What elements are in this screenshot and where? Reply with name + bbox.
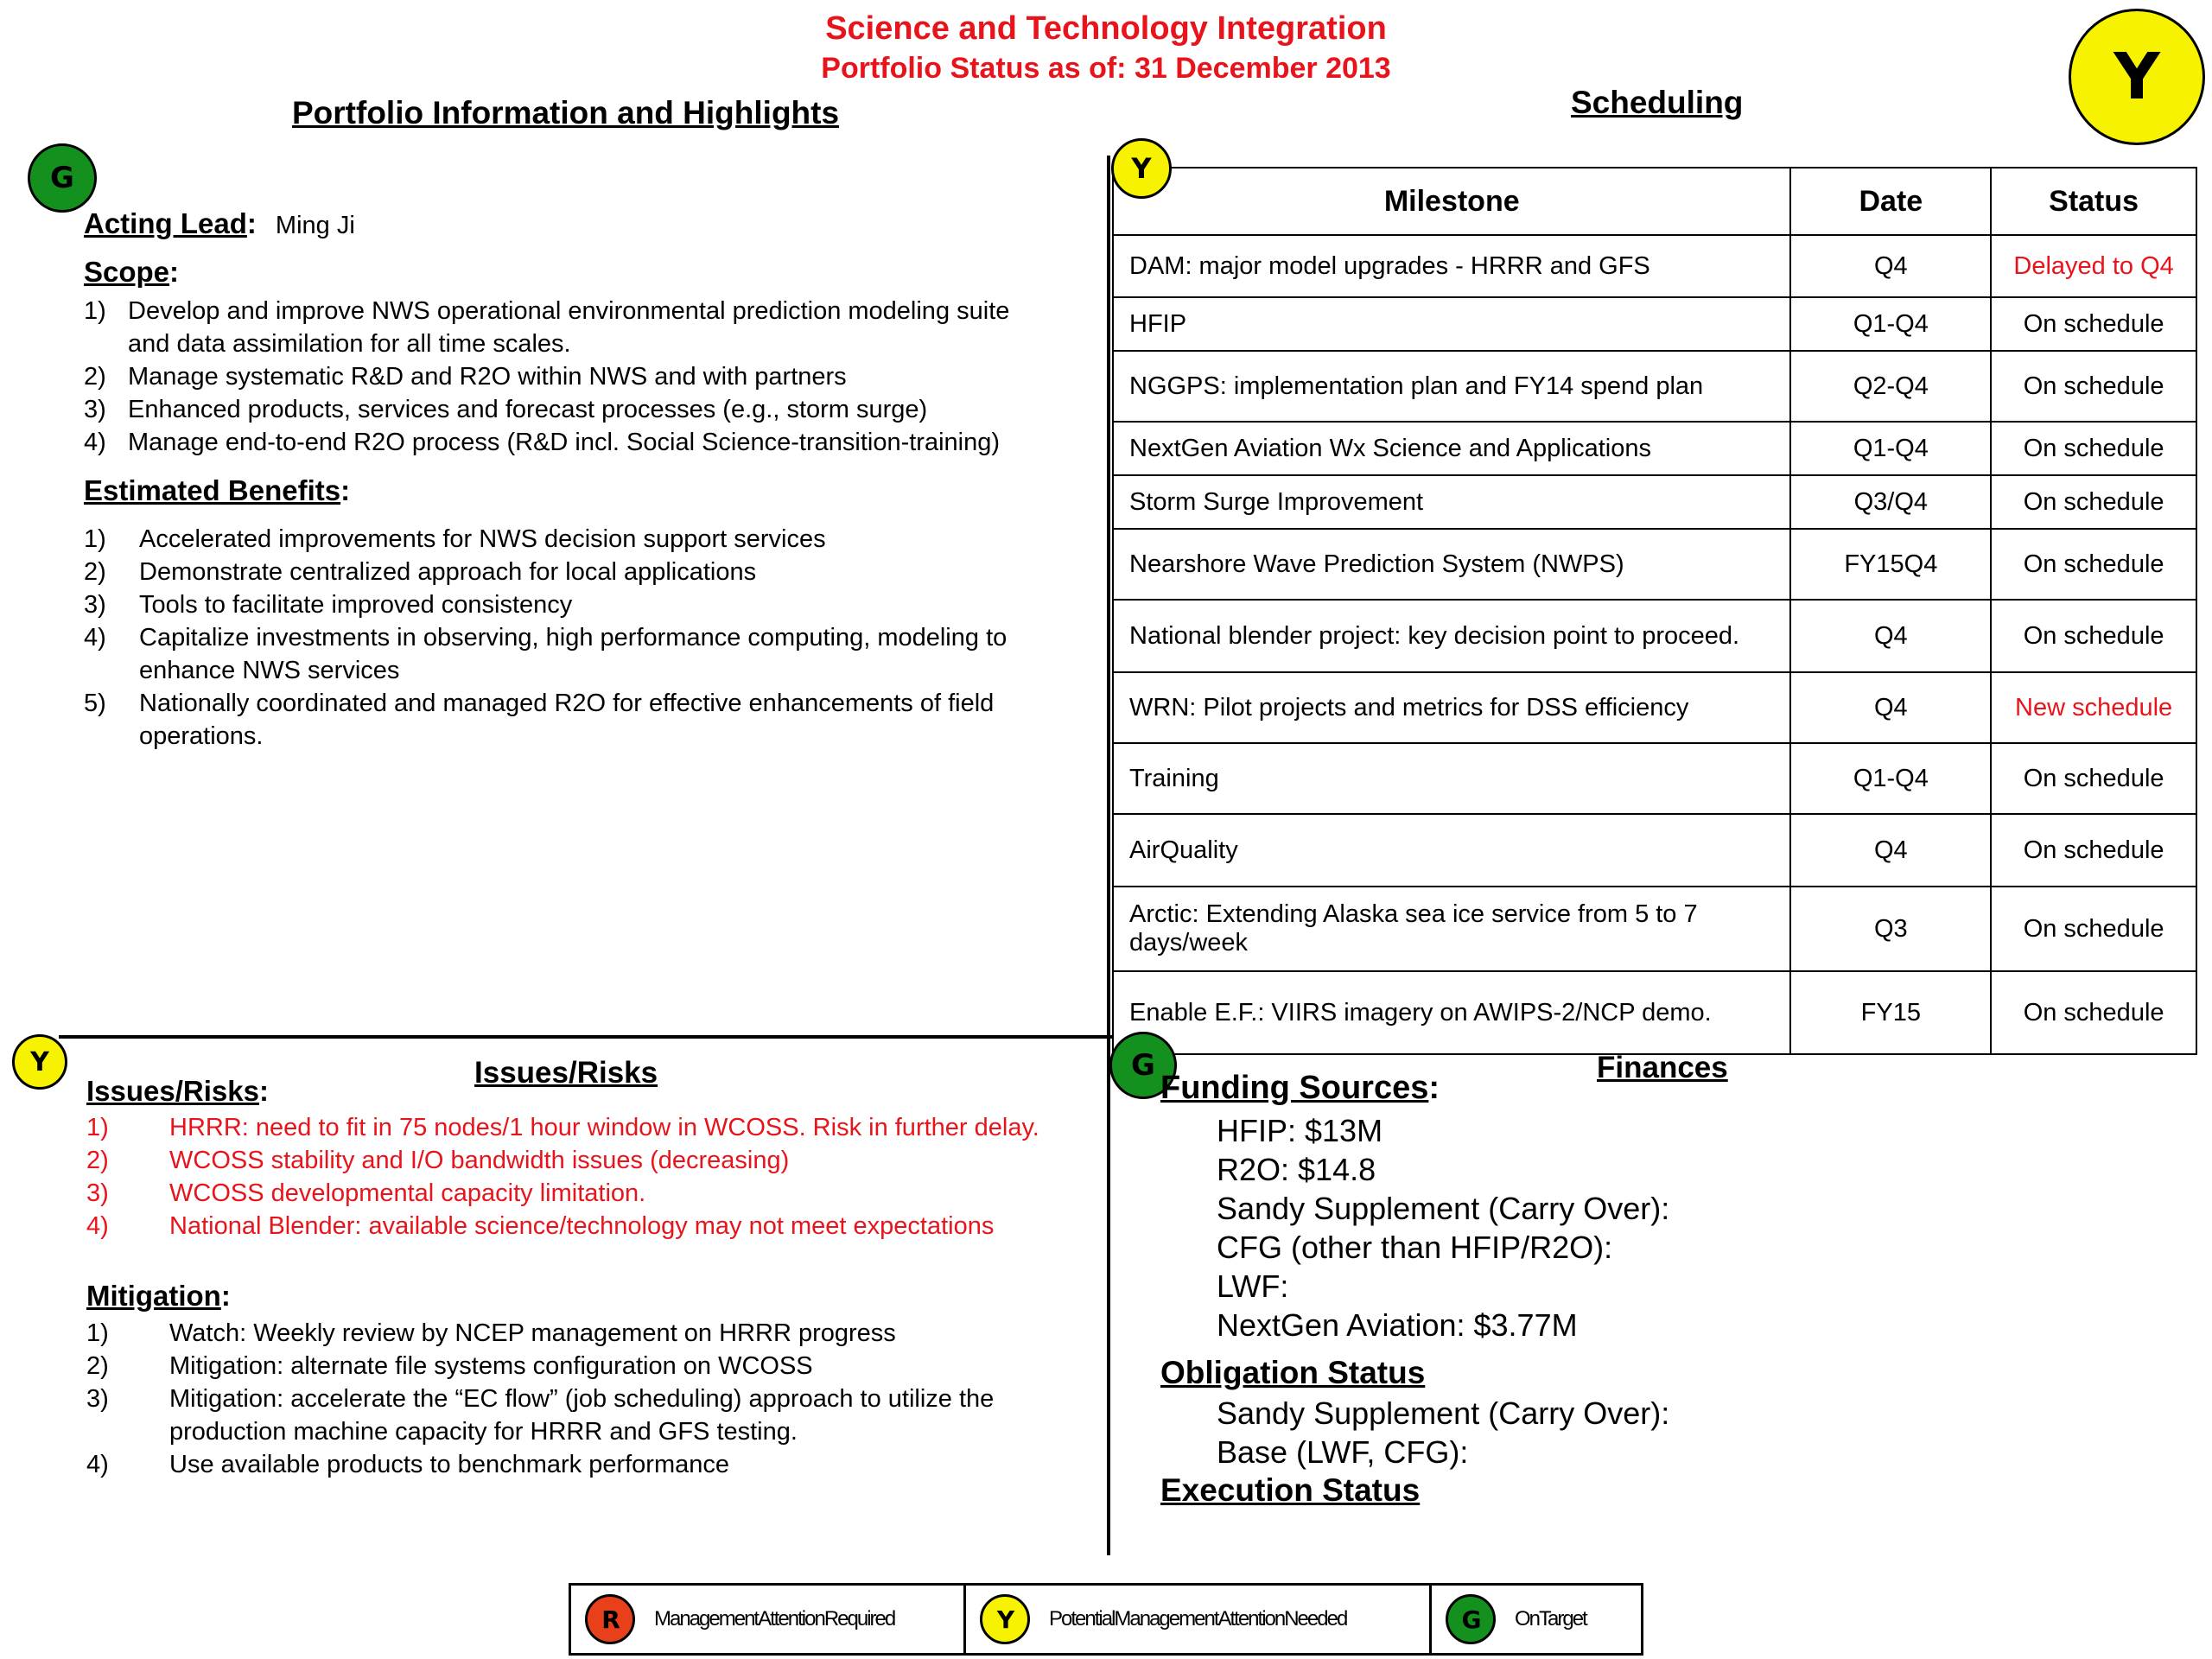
list-item: 2) WCOSS stability and I/O bandwidth issues (decreasing) <box>86 1147 790 1174</box>
list-item: 4) Capitalize investments in observing, high performance computing, modeling to enhance NWS services <box>84 624 1007 684</box>
milestone-cell: HFIP <box>1113 297 1790 351</box>
milestone-cell: AirQuality <box>1113 814 1790 887</box>
date-cell: Q2-Q4 <box>1790 351 1991 422</box>
status-cell: On schedule <box>1991 422 2196 475</box>
page-subtitle: Portfolio Status as of: 31 December 2013 <box>821 52 1391 85</box>
list-item: 2) Mitigation: alternate file systems configuration on WCOSS <box>86 1352 813 1380</box>
list-item: LWF: <box>1217 1268 1289 1304</box>
date-cell: Q1-Q4 <box>1790 297 1991 351</box>
list-item: Sandy Supplement (Carry Over): <box>1217 1395 1670 1431</box>
status-cell: On schedule <box>1991 743 2196 814</box>
milestone-cell: Arctic: Extending Alaska sea ice service from 5 to 7 days/week <box>1113 887 1790 971</box>
list-item: 3) Mitigation: accelerate the “EC flow” (job scheduling) approach to utilize the production machine capacity for HRRR and GFS testing. <box>86 1385 995 1446</box>
page-title: Science and Technology Integration <box>825 10 1387 47</box>
list-item: HFIP: $13M <box>1217 1113 1383 1148</box>
list-item: 3) WCOSS developmental capacity limitation. <box>86 1179 646 1207</box>
table-row <box>1113 297 2196 351</box>
date-cell: FY15Q4 <box>1790 529 1991 600</box>
list-item: NextGen Aviation: $3.77M <box>1217 1307 1578 1343</box>
issues-list <box>86 1111 1071 1243</box>
legend-label: ManagementAttentionRequired <box>654 1607 895 1630</box>
legend-badge-y: Y <box>980 1594 1030 1644</box>
legend-item-red <box>571 1586 966 1653</box>
funding-sources-label: Funding Sources: <box>1160 1070 1440 1106</box>
list-item: 3) Tools to facilitate improved consistency <box>84 591 573 619</box>
date-cell: Q4 <box>1790 600 1991 672</box>
status-cell: On schedule <box>1991 529 2196 600</box>
list-item: 1) HRRR: need to fit in 75 nodes/1 hour window in WCOSS. Risk in further delay. <box>86 1114 1039 1141</box>
list-item: 1) Watch: Weekly review by NCEP management on HRRR progress <box>86 1319 896 1347</box>
list-item: 4) National Blender: available science/technology may not meet expectations <box>86 1212 995 1240</box>
milestone-cell: WRN: Pilot projects and metrics for DSS efficiency <box>1113 672 1790 743</box>
date-cell: Q1-Q4 <box>1790 422 1991 475</box>
acting-lead: Acting Lead: Ming Ji <box>84 207 355 239</box>
column-header-milestone: Milestone <box>1113 168 1790 235</box>
date-cell: Q3/Q4 <box>1790 475 1991 529</box>
table-row <box>1113 971 2196 1054</box>
list-item: Base (LWF, CFG): <box>1217 1434 1469 1470</box>
schedule-table <box>1112 167 2197 1055</box>
legend-label: OnTarget <box>1515 1607 1586 1630</box>
status-cell: On schedule <box>1991 887 2196 971</box>
legend-label: PotentialManagementAttentionNeeded <box>1049 1607 1347 1630</box>
horizontal-divider-left <box>59 1035 1113 1039</box>
table-header-row <box>1113 168 2196 235</box>
status-cell: On schedule <box>1991 814 2196 887</box>
milestone-cell: Training <box>1113 743 1790 814</box>
table-row <box>1113 235 2196 297</box>
status-legend <box>569 1583 1643 1656</box>
table-row <box>1113 422 2196 475</box>
date-cell: Q4 <box>1790 235 1991 297</box>
list-item: R2O: $14.8 <box>1217 1152 1376 1187</box>
obligation-status-label: Obligation Status <box>1160 1355 1426 1390</box>
portfolio-heading: Portfolio Information and Highlights <box>292 95 840 130</box>
date-cell: Q4 <box>1790 672 1991 743</box>
status-cell: Delayed to Q4 <box>1991 235 2196 297</box>
table-row <box>1113 351 2196 422</box>
portfolio-status-badge: G <box>28 143 97 213</box>
table-row <box>1113 672 2196 743</box>
status-cell: On schedule <box>1991 297 2196 351</box>
mitigation-label: Mitigation: <box>86 1280 231 1312</box>
legend-item-yellow <box>966 1586 1432 1653</box>
funding-list <box>1217 1111 1669 1344</box>
status-cell: On schedule <box>1991 351 2196 422</box>
finances-status-badge: G <box>1109 1032 1177 1099</box>
legend-badge-g: G <box>1446 1594 1496 1644</box>
milestone-cell: NextGen Aviation Wx Science and Applications <box>1113 422 1790 475</box>
legend-badge-r: R <box>585 1594 635 1644</box>
scheduling-heading: Scheduling <box>1571 85 1744 120</box>
status-cell: New schedule <box>1991 672 2196 743</box>
milestone-cell: Storm Surge Improvement <box>1113 475 1790 529</box>
list-item: 1) Develop and improve NWS operational environmental prediction modeling suite and data assimilation for all time scales. <box>84 297 1010 358</box>
table-row <box>1113 529 2196 600</box>
status-cell: On schedule <box>1991 971 2196 1054</box>
execution-status-label: Execution Status <box>1160 1472 1421 1508</box>
date-cell: Q1-Q4 <box>1790 743 1991 814</box>
issues-heading: Issues/Risks <box>474 1056 658 1090</box>
acting-lead-label: Acting Lead <box>84 207 247 239</box>
issues-status-badge: Y <box>12 1034 67 1090</box>
finances-heading: Finances <box>1597 1051 1728 1084</box>
mitigation-list <box>86 1317 1054 1481</box>
benefits-label: Estimated Benefits: <box>84 474 351 506</box>
milestone-cell: National blender project: key decision point to proceed. <box>1113 600 1790 672</box>
list-item: Sandy Supplement (Carry Over): <box>1217 1191 1670 1226</box>
column-header-status: Status <box>1991 168 2196 235</box>
scope-list <box>84 295 1052 459</box>
milestone-cell: Nearshore Wave Prediction System (NWPS) <box>1113 529 1790 600</box>
obligation-list <box>1217 1394 1669 1471</box>
milestone-cell: DAM: major model upgrades - HRRR and GFS <box>1113 235 1790 297</box>
date-cell: FY15 <box>1790 971 1991 1054</box>
list-item: CFG (other than HFIP/R2O): <box>1217 1230 1613 1265</box>
list-item: 2) Manage systematic R&D and R2O within NWS and with partners <box>84 363 847 391</box>
list-item: 2) Demonstrate centralized approach for local applications <box>84 558 757 586</box>
list-item: 1) Accelerated improvements for NWS decision support services <box>84 525 826 553</box>
benefits-list <box>84 523 1052 753</box>
issues-label: Issues/Risks: <box>86 1075 269 1107</box>
overall-status-badge: Y <box>2069 9 2205 145</box>
table-row <box>1113 814 2196 887</box>
table-row <box>1113 887 2196 971</box>
status-cell: On schedule <box>1991 600 2196 672</box>
milestone-cell: Enable E.F.: VIIRS imagery on AWIPS-2/NCP demo. <box>1113 971 1790 1054</box>
milestone-cell: NGGPS: implementation plan and FY14 spend plan <box>1113 351 1790 422</box>
list-item: 4) Use available products to benchmark performance <box>86 1451 729 1478</box>
column-header-date: Date <box>1790 168 1991 235</box>
scope-label: Scope: <box>84 256 180 288</box>
vertical-divider <box>1107 156 1110 1555</box>
table-row <box>1113 743 2196 814</box>
list-item: 5) Nationally coordinated and managed R2O for effective enhancements of field operations. <box>84 690 995 750</box>
legend-item-green <box>1432 1586 1641 1653</box>
acting-lead-value: Ming Ji <box>275 212 355 239</box>
list-item: 4) Manage end-to-end R2O process (R&D incl. Social Science-transition-training) <box>84 429 1001 456</box>
status-cell: On schedule <box>1991 475 2196 529</box>
date-cell: Q3 <box>1790 887 1991 971</box>
scheduling-status-badge: Y <box>1111 138 1172 199</box>
table-row <box>1113 475 2196 529</box>
list-item: 3) Enhanced products, services and forecast processes (e.g., storm surge) <box>84 396 928 423</box>
date-cell: Q4 <box>1790 814 1991 887</box>
table-row <box>1113 600 2196 672</box>
